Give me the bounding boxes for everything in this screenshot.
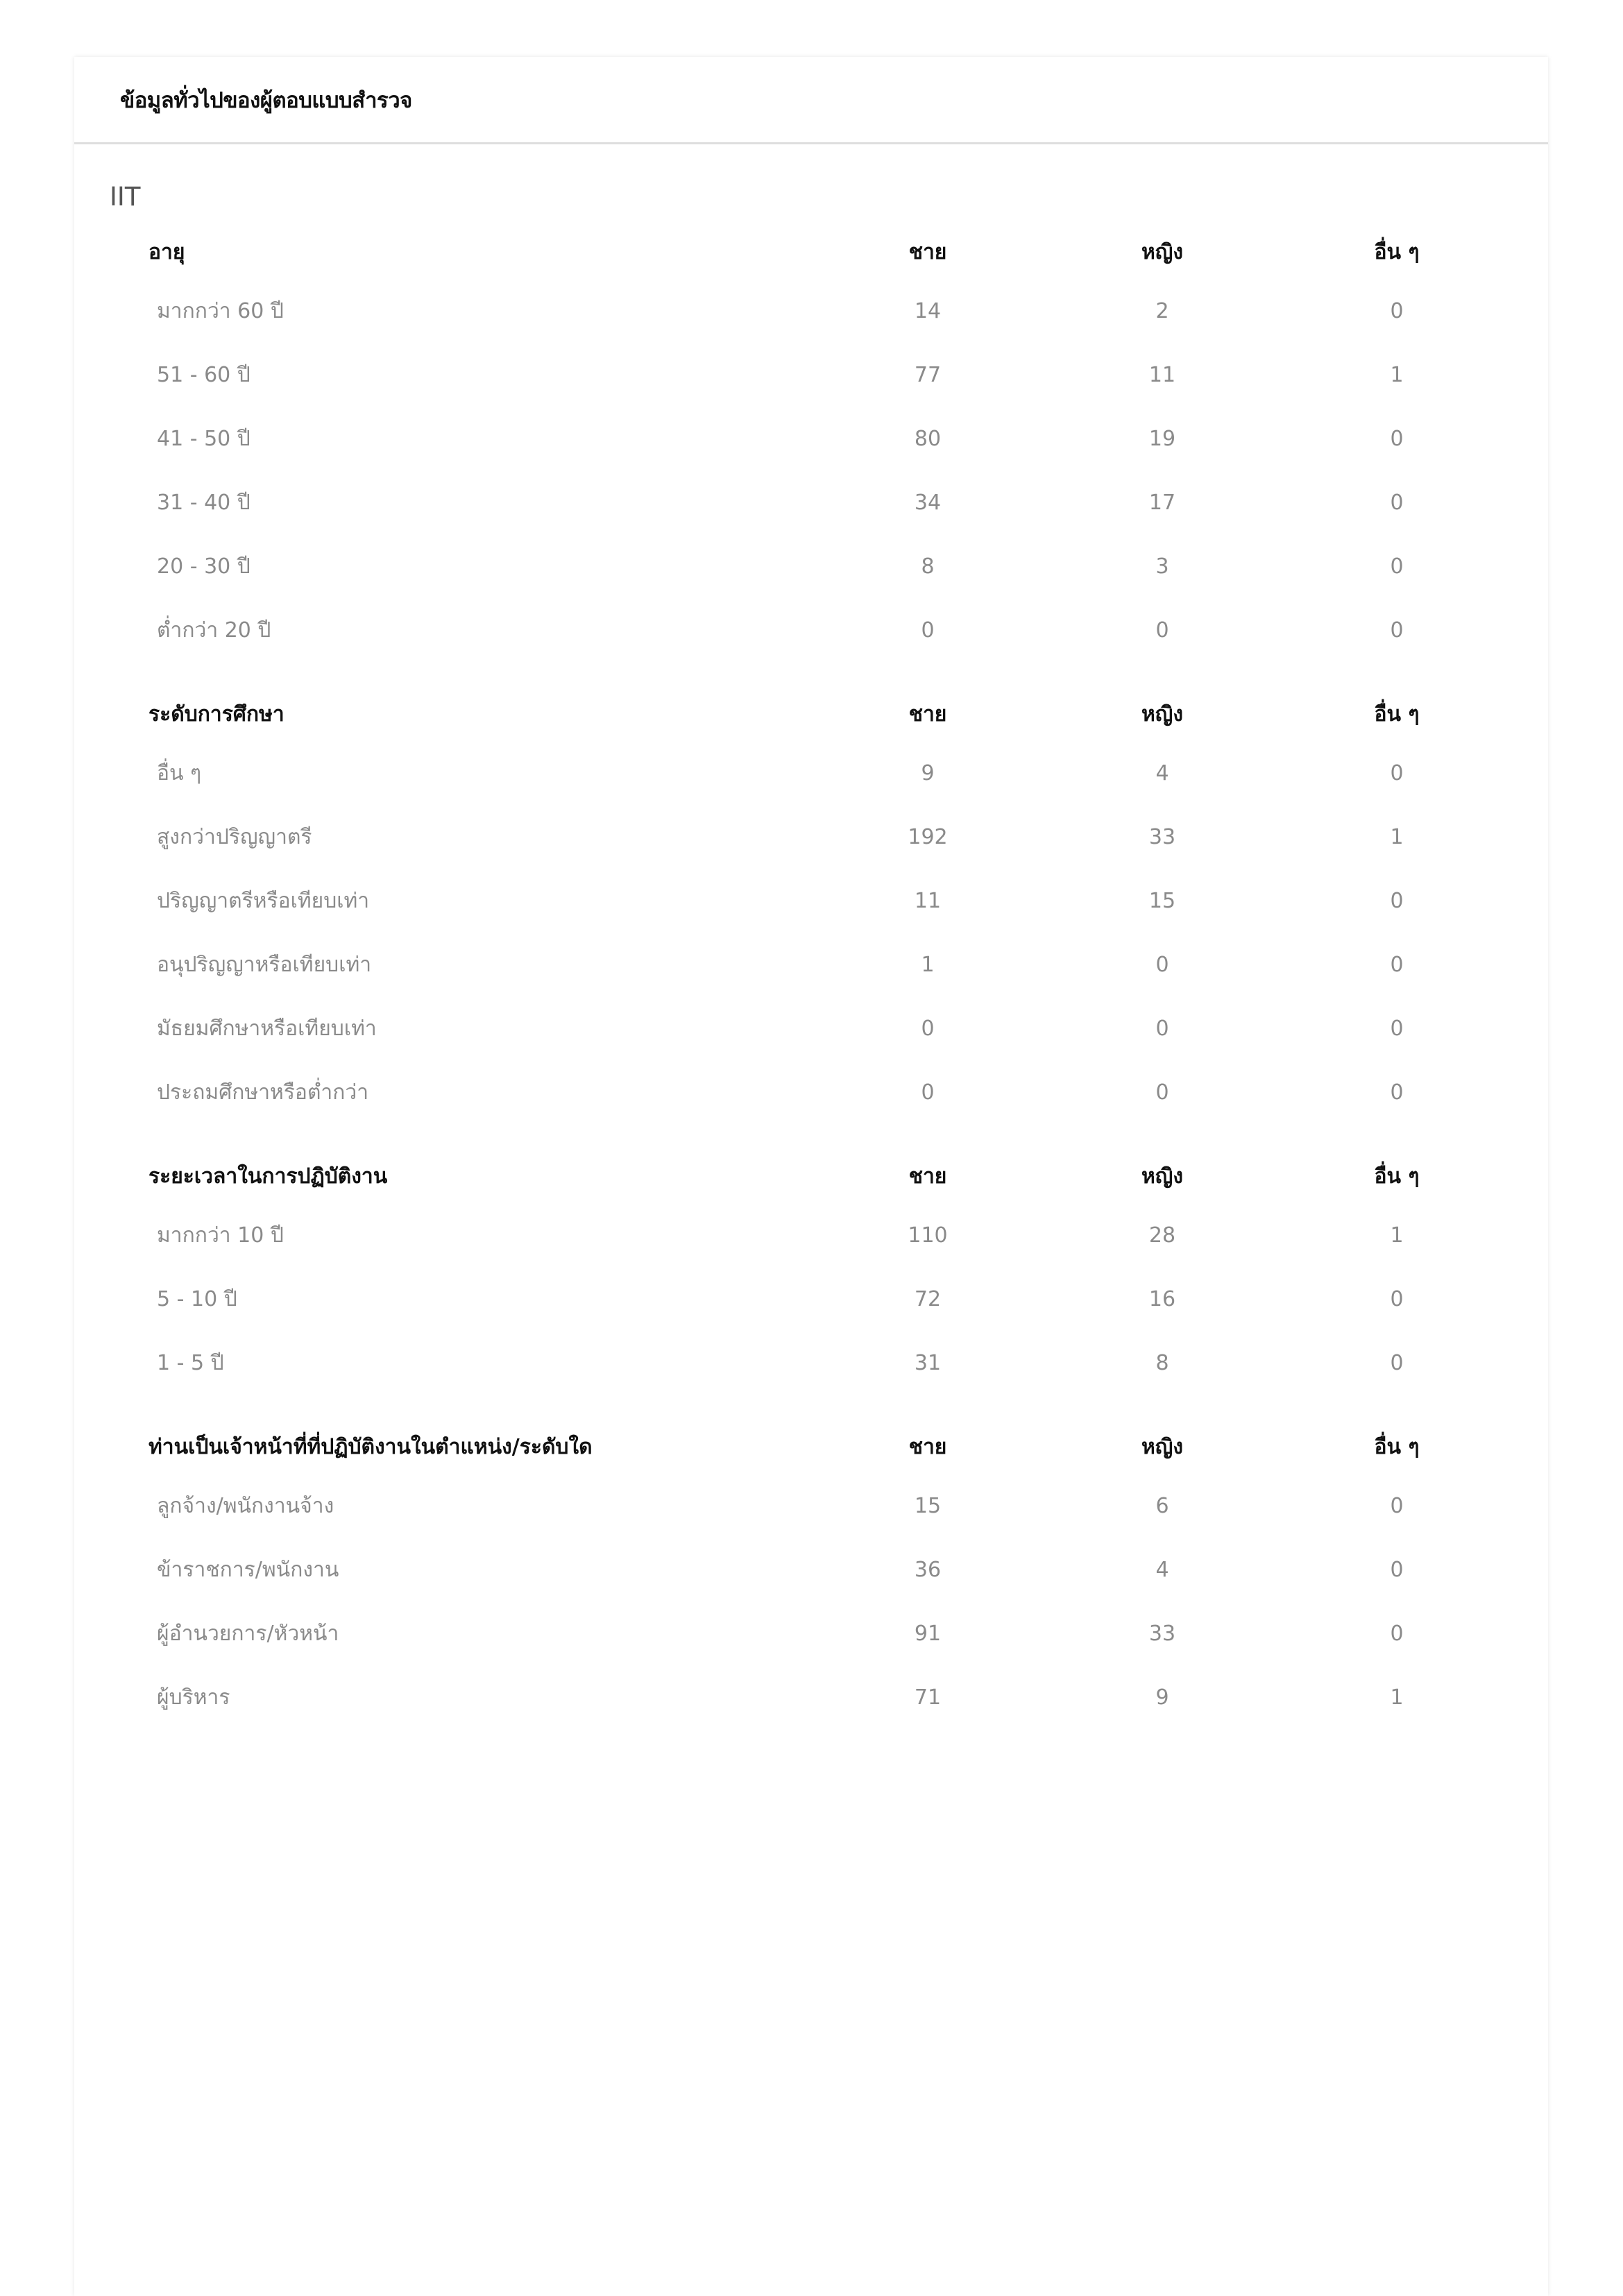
table-row [74,470,1548,534]
table-row [74,996,1548,1060]
value-female: 28 [1148,1223,1176,1248]
value-female: 2 [1155,298,1169,323]
value-male: 80 [914,426,942,451]
sections-container [74,225,1548,1754]
value-male: 9 [921,760,935,785]
value-male: 0 [921,618,935,643]
table-row [74,1267,1548,1331]
value-male: 0 [921,1080,935,1105]
organization-label: IIT [110,182,141,212]
value-other: 0 [1390,618,1404,643]
value-female: 33 [1148,824,1176,849]
value-male: 11 [914,888,942,913]
value-female: 17 [1148,490,1176,515]
section-header-row [74,1149,1548,1203]
value-other: 1 [1390,1223,1404,1248]
value-female: 0 [1155,618,1169,643]
col-header-other: อื่น ๆ [1374,1164,1420,1189]
section-header-row [74,687,1548,741]
value-female: 0 [1155,1016,1169,1041]
value-other: 0 [1390,298,1404,323]
value-female: 33 [1148,1621,1176,1646]
value-other: 1 [1390,1685,1404,1710]
value-female: 16 [1148,1286,1176,1311]
table-row [74,1601,1548,1665]
col-header-other: อื่น ๆ [1374,1434,1420,1459]
value-male: 14 [914,298,942,323]
row-label: มัธยมศึกษาหรือเทียบเท่า [157,1016,377,1041]
value-female: 4 [1155,760,1169,785]
col-header-male: ชาย [908,1164,947,1189]
value-male: 77 [914,362,942,387]
row-label: ผู้บริหาร [157,1685,230,1710]
row-label: อนุปริญญาหรือเทียบเท่า [157,952,372,977]
table-row [74,1665,1548,1729]
table-row [74,1203,1548,1267]
value-female: 3 [1155,554,1169,579]
section-header-row [74,225,1548,279]
row-label: อื่น ๆ [157,760,202,785]
value-other: 0 [1390,760,1404,785]
section-education [74,687,1548,1124]
value-other: 0 [1390,426,1404,451]
col-header-male: ชาย [908,701,947,726]
col-header-other: อื่น ๆ [1374,701,1420,726]
col-header-female: หญิง [1141,239,1183,264]
table-row [74,1331,1548,1395]
value-male: 15 [914,1493,942,1518]
survey-card [74,57,1548,2296]
value-other: 0 [1390,888,1404,913]
value-other: 0 [1390,1080,1404,1105]
col-header-male: ชาย [908,239,947,264]
section-age [74,225,1548,662]
value-other: 0 [1390,1557,1404,1582]
value-male: 8 [921,554,935,579]
value-male: 91 [914,1621,942,1646]
table-row [74,1538,1548,1601]
value-other: 0 [1390,1350,1404,1375]
row-label: ต่ำกว่า 20 ปี [157,618,271,643]
row-label: 31 - 40 ปี [157,490,250,515]
value-female: 9 [1155,1685,1169,1710]
row-label: ผู้อำนวยการ/หัวหน้า [157,1621,339,1646]
row-label: 41 - 50 ปี [157,426,250,451]
value-female: 19 [1148,426,1176,451]
value-male: 31 [914,1350,942,1375]
value-male: 192 [908,824,948,849]
col-header-male: ชาย [908,1434,947,1459]
row-label: มากกว่า 10 ปี [157,1223,284,1248]
row-label: ลูกจ้าง/พนักงานจ้าง [157,1493,334,1518]
table-row [74,1060,1548,1124]
section-title: อายุ [148,239,185,264]
table-row [74,869,1548,933]
col-header-female: หญิง [1141,1164,1183,1189]
value-other: 0 [1390,1493,1404,1518]
row-label: 1 - 5 ปี [157,1350,224,1375]
value-male: 36 [914,1557,942,1582]
value-other: 0 [1390,1621,1404,1646]
value-other: 0 [1390,952,1404,977]
row-label: ข้าราชการ/พนักงาน [157,1557,339,1582]
row-label: 20 - 30 ปี [157,554,250,579]
table-row [74,805,1548,869]
row-label: 5 - 10 ปี [157,1286,237,1311]
col-header-other: อื่น ๆ [1374,239,1420,264]
value-other: 1 [1390,824,1404,849]
value-other: 0 [1390,490,1404,515]
value-female: 0 [1155,952,1169,977]
value-female: 4 [1155,1557,1169,1582]
value-male: 110 [908,1223,948,1248]
value-female: 8 [1155,1350,1169,1375]
row-label: ปริญญาตรีหรือเทียบเท่า [157,888,370,913]
col-header-female: หญิง [1141,701,1183,726]
row-label: สูงกว่าปริญญาตรี [157,824,312,849]
row-label: 51 - 60 ปี [157,362,250,387]
section-title: ระยะเวลาในการปฏิบัติงาน [148,1164,388,1189]
card-header [74,57,1548,144]
table-row [74,741,1548,805]
section-position [74,1420,1548,1729]
col-header-female: หญิง [1141,1434,1183,1459]
section-work-duration [74,1149,1548,1395]
section-header-row [74,1420,1548,1474]
value-male: 71 [914,1685,942,1710]
value-female: 0 [1155,1080,1169,1105]
value-other: 0 [1390,554,1404,579]
value-male: 0 [921,1016,935,1041]
value-female: 6 [1155,1493,1169,1518]
table-row [74,1474,1548,1538]
value-other: 0 [1390,1286,1404,1311]
table-row [74,933,1548,996]
value-other: 1 [1390,362,1404,387]
table-row [74,279,1548,343]
table-row [74,343,1548,407]
value-other: 0 [1390,1016,1404,1041]
value-male: 34 [914,490,942,515]
row-label: มากกว่า 60 ปี [157,298,284,323]
value-female: 15 [1148,888,1176,913]
section-title: ท่านเป็นเจ้าหน้าที่ที่ปฏิบัติงานในตำแหน่ง/ระดับใด [148,1434,593,1459]
table-row [74,598,1548,662]
table-row [74,407,1548,470]
table-row [74,534,1548,598]
row-label: ประถมศึกษาหรือต่ำกว่า [157,1080,369,1105]
card-title: ข้อมูลทั่วไปของผู้ตอบแบบสำรวจ [120,87,412,113]
value-male: 72 [914,1286,942,1311]
section-title: ระดับการศึกษา [148,701,284,726]
value-female: 11 [1148,362,1176,387]
value-male: 1 [921,952,935,977]
